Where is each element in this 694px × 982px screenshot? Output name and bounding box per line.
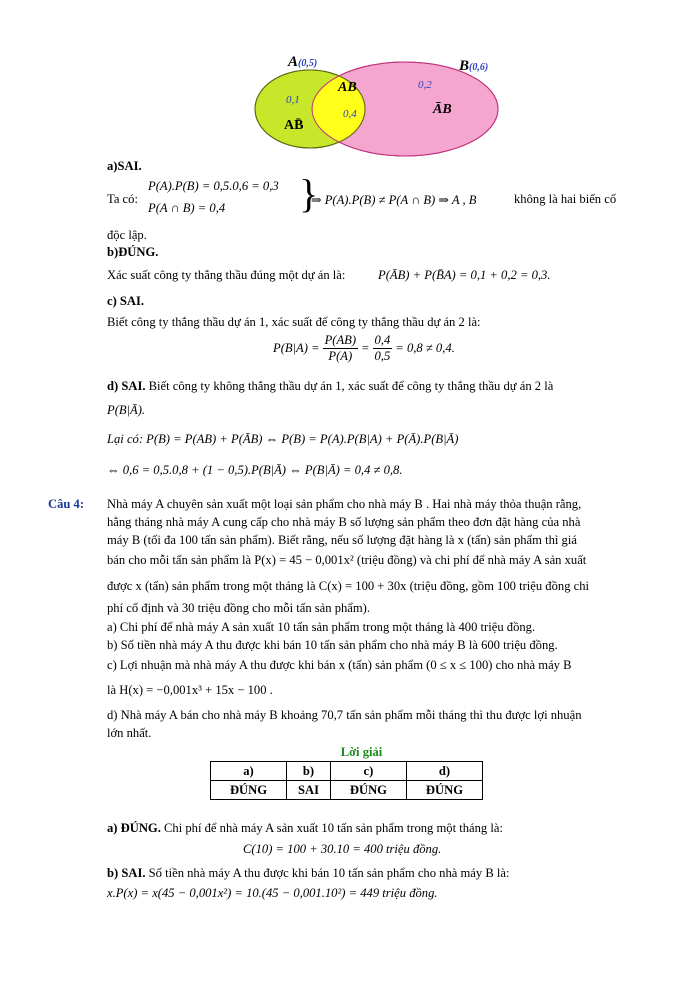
answer-row — [211, 781, 483, 800]
part-b-formula: P(ĀB) + P(B̄A) = 0,1 + 0,2 = 0,3. — [378, 268, 551, 282]
solution-a-formula: C(10) = 100 + 30.10 = 400 triệu đồng. — [243, 842, 442, 856]
part-a-heading: a)SAI. — [107, 159, 142, 173]
answer-header: b) — [287, 762, 331, 781]
part-c-text: Biết công ty thắng thầu dự án 1, xác suất để công ty thắng thầu dự án 2 là: — [107, 315, 481, 329]
part-c-formula: P(B|A) = $\frac{P(AB)}{P(A)}$ = $\frac{0,4}{0,5}$ = 0,8 ≠ 0,4. — [273, 333, 455, 363]
statement-d2: lớn nhất. — [107, 726, 152, 740]
statement-d1: d) Nhà máy A bán cho nhà máy B khoảng 70,7 tấn sản phẩm mỗi tháng thì thu được lợi nhuận — [107, 708, 582, 722]
statement-c1: c) Lợi nhuận mà nhà máy A thu được khi bán x (tấn) sản phẩm (0 ≤ x ≤ 100) cho nhà máy B — [107, 658, 572, 672]
answer-header: c) — [330, 762, 406, 781]
venn-b-only-name: ĀB — [433, 102, 452, 117]
part-a-implication: ⇒ P(A).P(B) ≠ P(A ∩ B) ⇒ A , B — [311, 193, 477, 207]
statement-b: b) Số tiền nhà máy A thu được khi bán 10 tấn sản phẩm cho nhà máy B là 600 triệu đồng. — [107, 638, 558, 652]
venn-label-b: B(0,6) — [459, 58, 489, 74]
brace: } — [299, 171, 319, 216]
venn-a-only-name: AB̄ — [284, 118, 304, 133]
answer-cell: ĐÚNG — [211, 781, 287, 800]
part-b-heading: b)ĐÚNG. — [107, 245, 159, 259]
venn-label-a: A(0,5) — [288, 54, 318, 70]
answer-header: a) — [211, 762, 287, 781]
answer-header: d) — [406, 762, 482, 781]
solution-b-formula: x.P(x) = x(45 − 0,001x²) = 10.(45 − 0,001.10²) = 449 triệu đồng. — [107, 886, 438, 900]
question-p2: hằng tháng nhà máy A cung cấp cho nhà máy B số lượng sản phẩm theo đơn đặt hàng của nhà — [107, 515, 581, 529]
venn-both-value: 0,4 — [343, 108, 357, 120]
part-d-expr: P(B|Ā). — [107, 403, 146, 417]
part-d-line1: Lại có: P(B) = P(AB) + P(ĀB) ⇔ P(B) = P(A).P(B|A) + P(Ā).P(B|Ā) — [107, 432, 459, 446]
answer-header-row — [211, 762, 483, 781]
venn-b-only-value: 0,2 — [418, 79, 432, 91]
answer-cell: ĐÚNG — [406, 781, 482, 800]
statement-c2: là H(x) = −0,001x³ + 15x − 100 . — [107, 683, 273, 697]
solution-title: Lời giải — [340, 745, 383, 759]
answer-cell: ĐÚNG — [330, 781, 406, 800]
part-a-tail2: độc lập. — [107, 228, 147, 242]
venn-both-name: AB — [338, 80, 357, 95]
question-p4: bán cho mỗi tấn sản phẩm là P(x) = 45 − 0,001x² (triệu đồng) và chi phí để nhà máy A sản xuất — [107, 553, 587, 567]
part-d-line: d) SAI. Biết công ty không thắng thầu dự án 1, xác suất để công ty thắng thầu dự án 2 là — [107, 379, 554, 393]
question-label: Câu 4: — [48, 497, 85, 511]
question-p6: phí cố định và 30 triệu đồng cho mỗi tấn sản phẩm). — [107, 601, 371, 615]
part-a-taco: Ta có: — [107, 192, 138, 206]
solution-b-line: b) SAI. Số tiền nhà máy A thu được khi bán 10 tấn sản phẩm cho nhà máy B là: — [107, 866, 510, 880]
part-a-line2: P(A ∩ B) = 0,4 — [148, 201, 226, 215]
part-b-text: Xác suất công ty thắng thầu đúng một dự án là: — [107, 268, 346, 282]
statement-a: a) Chi phí để nhà máy A sản xuất 10 tấn sản phẩm trong một tháng là 400 triệu đồng. — [107, 620, 536, 634]
part-a-line1: P(A).P(B) = 0,5.0,6 = 0,3 — [148, 179, 279, 193]
question-p1: Nhà máy A chuyên sản xuất một loại sản phẩm cho nhà máy B . Hai nhà máy thỏa thuận rằng, — [107, 497, 582, 511]
part-c-heading: c) SAI. — [107, 294, 145, 308]
question-p5: được x (tấn) sản phẩm trong một tháng là C(x) = 100 + 30x (triệu đồng, gồm 100 triệu đồng chi — [107, 579, 590, 593]
answer-table — [210, 761, 483, 800]
venn-a-only-value: 0,1 — [286, 94, 300, 106]
part-d-line2: ⇔ 0,6 = 0,5.0,8 + (1 − 0,5).P(B|Ā) ⇔ P(B|Ā) = 0,4 ≠ 0,8. — [107, 463, 403, 477]
answer-cell: SAI — [287, 781, 331, 800]
part-a-tail1: không là hai biến cố — [514, 192, 617, 206]
solution-a-line: a) ĐÚNG. Chi phí để nhà máy A sản xuất 10 tấn sản phẩm trong một tháng là: — [107, 821, 503, 835]
question-p3: máy B (tối đa 100 tấn sản phẩm). Biết rằng, nếu số lượng đặt hàng là x (tấn) sản phẩm thì giá — [107, 533, 577, 547]
